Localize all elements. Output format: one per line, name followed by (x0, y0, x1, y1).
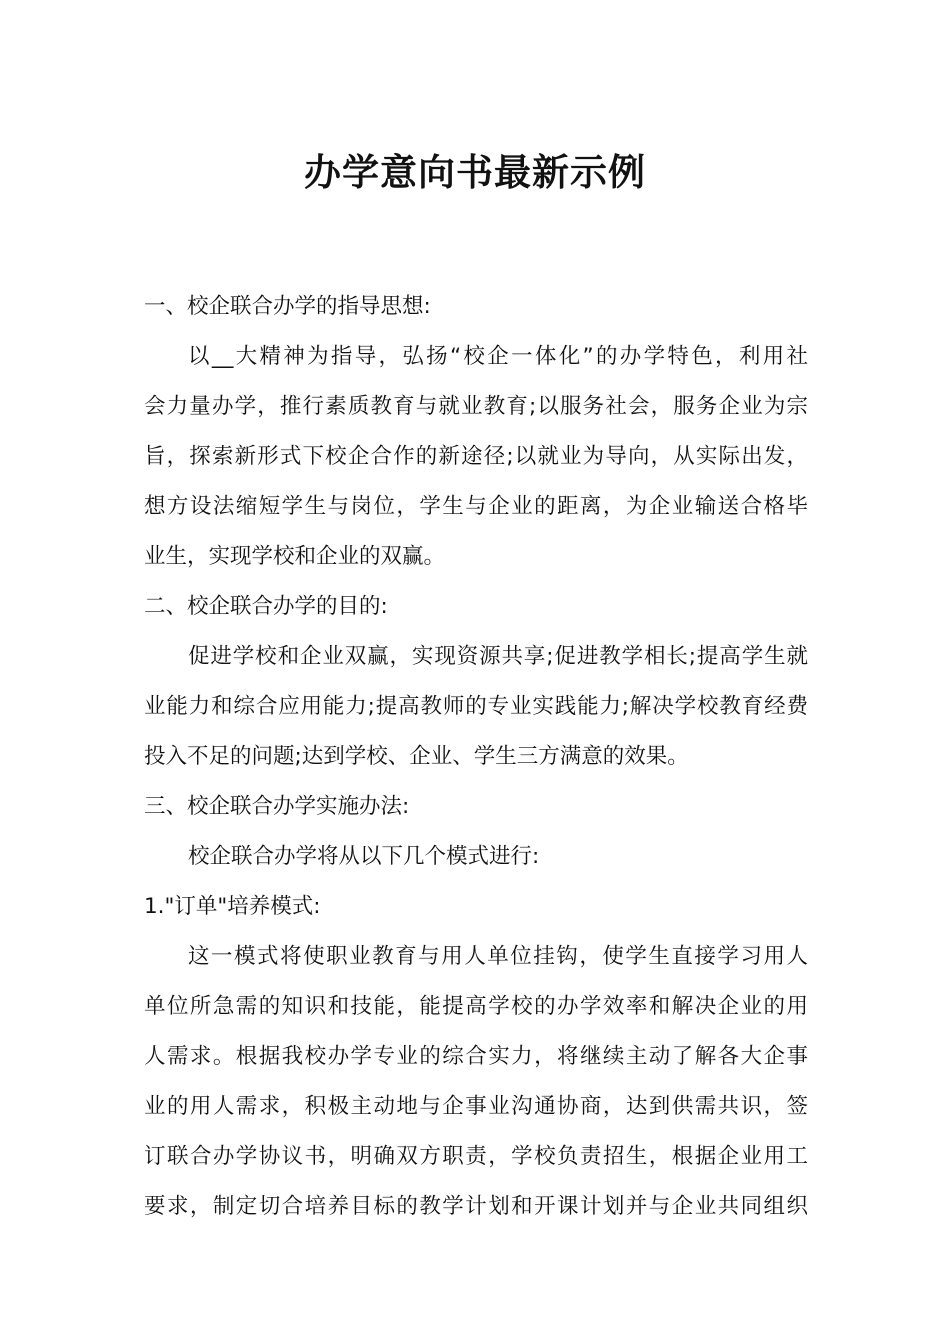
paragraph-line: 会力量办学，推行素质教育与就业教育;以服务社会，服务企业为宗 (144, 394, 808, 419)
paragraph-line: 以__大精神为指导，弘扬“校企一体化”的办学特色，利用社 (188, 344, 808, 369)
section-heading-2: 二、校企联合办学的目的: (144, 594, 388, 619)
paragraph-line: 投入不足的问题;达到学校、企业、学生三方满意的效果。 (144, 744, 689, 769)
section-heading-3: 三、校企联合办学实施办法: (144, 794, 410, 819)
paragraph-line: 业能力和综合应用能力;提高教师的专业实践能力;解决学校教育经费 (144, 694, 808, 719)
paragraph-line: 业生，实现学校和企业的双赢。 (144, 544, 446, 569)
paragraph-line: 订联合办学协议书，明确双方职责，学校负责招生，根据企业用工 (144, 1144, 808, 1169)
paragraph-line: 人需求。根据我校办学专业的综合实力，将继续主动了解各大企事 (144, 1044, 808, 1069)
section-heading-1: 一、校企联合办学的指导思想: (144, 294, 431, 319)
paragraph-line: 业的用人需求，积极主动地与企事业沟通协商，达到供需共识，签 (144, 1094, 808, 1119)
paragraph-line: 这一模式将使职业教育与用人单位挂钩，使学生直接学习用人 (188, 944, 808, 969)
paragraph-line: 单位所急需的知识和技能，能提高学校的办学效率和解决企业的用 (144, 994, 808, 1019)
document-title: 办学意向书最新示例 (304, 150, 646, 194)
document-body (144, 282, 808, 1232)
paragraph-line: 想方设法缩短学生与岗位，学生与企业的距离，为企业输送合格毕 (144, 494, 808, 519)
paragraph-line: 旨，探索新形式下校企合作的新途径;以就业为导向，从实际出发， (144, 444, 808, 469)
subsection-heading: 1."订单"培养模式: (144, 894, 321, 919)
paragraph-line: 校企联合办学将从以下几个模式进行: (188, 844, 540, 869)
paragraph-line: 要求，制定切合培养目标的教学计划和开课计划并与企业共同组织 (144, 1194, 808, 1219)
paragraph-line: 促进学校和企业双赢，实现资源共享;促进教学相长;提高学生就 (188, 644, 808, 669)
